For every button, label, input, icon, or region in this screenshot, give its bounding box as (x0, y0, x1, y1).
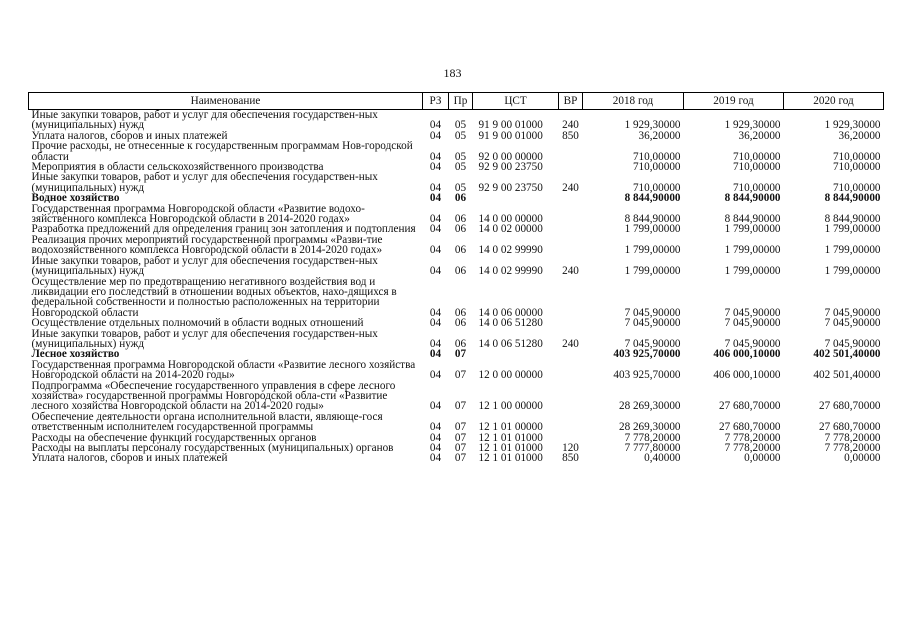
table-row (29, 204, 884, 225)
row-2020-cell: 27 680,70000 (818, 421, 881, 434)
row-2018-cell: 1 799,00000 (624, 223, 681, 236)
row-2020-cell: 7 045,90000 (824, 306, 881, 319)
row-vr-cell (559, 277, 583, 319)
row-vr-cell: 850 (562, 452, 579, 465)
row-2019-cell: 7 778,20000 (724, 442, 781, 454)
row-2018-cell: 7 777,80000 (624, 442, 681, 454)
row-cst-cell: 92 9 00 23750 (478, 181, 543, 194)
row-name-cell: Государственная программа Новгородской области «Развитие лесного хозяйства Новгородской области на 2014-2020 годы» (31, 358, 416, 382)
row-rz-cell: 04 (429, 400, 442, 413)
row-vr-cell (559, 318, 583, 328)
row-vr-cell (559, 412, 583, 433)
table-row (29, 360, 884, 381)
row-pr-cell: 06 (454, 265, 467, 278)
row-name-cell: Иные закупки товаров, работ и услуг для обеспечения государствен-ных (муниципальных) нужд (31, 254, 378, 278)
page-number: 183 (443, 66, 462, 80)
row-vr-cell: 240 (562, 181, 579, 194)
row-2018-cell: 7 045,90000 (624, 317, 681, 330)
row-vr-cell: 240 (562, 119, 579, 132)
row-pr-cell: 06 (454, 317, 467, 330)
row-2020-cell: 36,20000 (838, 129, 881, 142)
row-rz-cell: 04 (429, 213, 442, 226)
row-pr-cell: 07 (454, 400, 467, 413)
table-row (29, 381, 884, 412)
row-vr-cell (559, 141, 583, 162)
row-2019-cell: 710,00000 (732, 161, 781, 174)
row-name-cell: Водное хозяйство (31, 192, 120, 205)
row-2019-cell: 7 045,90000 (724, 317, 781, 330)
table-header-row (29, 93, 884, 110)
row-pr-cell: 06 (454, 223, 467, 236)
row-cst-cell: 14 0 06 51280 (478, 337, 543, 350)
row-cst-cell: 91 9 00 01000 (478, 129, 543, 142)
row-2019-cell: 710,00000 (732, 181, 781, 194)
row-2020-cell: 402 501,40000 (813, 348, 881, 361)
row-2019-cell: 27 680,70000 (718, 421, 781, 434)
table-row (29, 235, 884, 256)
row-name-cell: Обеспечение деятельности органа исполнительной власти, являюще-гося ответственным исполнителем государственной программы (31, 410, 383, 434)
row-name-cell: Расходы на выплаты персоналу государственных (муниципальных) органов (31, 442, 394, 454)
table-row (29, 277, 884, 319)
row-pr-cell: 05 (454, 150, 467, 163)
row-name-cell: Осуществление мер по предотвращению негативного воздействия вод и ликвидации его последствий в отношении водных объектов, нахо-дящихся в федеральной собственности и полностью расположенных на территории Новгородской области (31, 275, 397, 319)
row-name-cell: Лесное хозяйство (31, 348, 120, 361)
row-rz-cell: 04 (429, 348, 442, 361)
row-2018-cell: 8 844,90000 (624, 192, 681, 205)
row-cst-cell: 14 0 06 51280 (478, 317, 543, 330)
row-pr-cell: 06 (454, 306, 467, 319)
row-name-cell: Мероприятия в области сельскохозяйственного производства (31, 161, 324, 174)
table-row (29, 141, 884, 162)
row-2018-cell: 7 045,90000 (624, 337, 681, 350)
row-pr-cell: 06 (454, 192, 467, 205)
budget-table-container (28, 92, 883, 464)
row-name-cell: Расходы на обеспечение функций государственных органов (31, 431, 317, 444)
row-2020-cell: 1 799,00000 (824, 223, 881, 236)
row-vr-cell: 240 (562, 265, 579, 278)
row-2019-cell: 406 000,10000 (713, 348, 781, 361)
row-cst-cell (473, 193, 559, 203)
row-2018-cell: 36,20000 (638, 129, 681, 142)
row-rz-cell: 04 (429, 306, 442, 319)
row-rz-cell: 04 (429, 181, 442, 194)
row-2020-cell: 710,00000 (832, 150, 881, 163)
row-2018-cell: 28 269,30000 (618, 421, 681, 434)
row-name-cell: Уплата налогов, сборов и иных платежей (31, 129, 228, 142)
row-2018-cell: 28 269,30000 (618, 400, 681, 413)
row-2018-cell: 710,00000 (632, 181, 681, 194)
row-2019-cell: 1 799,00000 (724, 244, 781, 257)
row-vr-cell (559, 381, 583, 412)
row-rz-cell: 04 (429, 119, 442, 132)
row-pr-cell: 06 (454, 337, 467, 350)
row-2018-cell: 403 925,70000 (613, 348, 681, 361)
row-cst-cell: 14 0 02 00000 (478, 223, 543, 236)
row-cst-cell: 14 0 00 00000 (478, 213, 543, 226)
row-cst-cell: 14 0 06 00000 (478, 306, 543, 319)
row-vr-cell (559, 224, 583, 234)
row-pr-cell: 07 (454, 348, 467, 361)
row-vr-cell: 240 (562, 337, 579, 350)
row-pr-cell: 05 (454, 129, 467, 142)
row-2020-cell: 7 045,90000 (824, 317, 881, 330)
row-name-cell: Уплата налогов, сборов и иных платежей (31, 452, 228, 465)
header-vr: ВР (559, 93, 583, 110)
row-2019-cell: 36,20000 (738, 129, 781, 142)
row-2020-cell: 1 799,00000 (824, 265, 881, 278)
row-2020-cell: 1 929,30000 (824, 119, 881, 132)
row-pr-cell: 05 (454, 161, 467, 174)
row-rz-cell: 04 (429, 150, 442, 163)
row-pr-cell: 06 (454, 213, 467, 226)
row-2019-cell: 7 778,20000 (724, 431, 781, 444)
row-pr-cell: 07 (454, 442, 467, 454)
row-2020-cell: 27 680,70000 (818, 400, 881, 413)
row-pr-cell: 07 (454, 369, 467, 382)
row-rz-cell: 04 (429, 452, 442, 465)
table-row (29, 172, 884, 193)
row-vr-cell (559, 360, 583, 381)
header-name: Наименование (29, 93, 423, 110)
row-2018-cell: 7 778,20000 (624, 431, 681, 444)
row-name-cell: Реализация прочих мероприятий государственной программы «Разви-тие водохозяйственного комплекса Новгородской области в 2014-2020 годах» (31, 233, 383, 257)
row-rz-cell: 04 (429, 129, 442, 142)
row-2019-cell: 8 844,90000 (724, 192, 781, 205)
row-cst-cell: 92 9 00 23750 (478, 161, 543, 174)
row-vr-cell (559, 349, 583, 359)
row-pr-cell: 07 (454, 452, 467, 465)
row-2020-cell: 1 799,00000 (824, 244, 881, 257)
row-pr-cell: 06 (454, 244, 467, 257)
row-2019-cell: 0,00000 (744, 452, 781, 465)
row-vr-cell (559, 162, 583, 172)
row-2020-cell: 710,00000 (832, 161, 881, 174)
row-rz-cell: 04 (429, 223, 442, 236)
row-cst-cell: 12 1 01 01000 (478, 431, 543, 444)
table-body (29, 110, 884, 464)
row-pr-cell: 07 (454, 431, 467, 444)
row-2019-cell: 7 045,90000 (724, 306, 781, 319)
row-2018-cell: 0,40000 (644, 452, 681, 465)
row-2019-cell: 8 844,90000 (724, 213, 781, 226)
row-rz-cell: 04 (429, 369, 442, 382)
row-2019-cell: 27 680,70000 (718, 400, 781, 413)
row-cst-cell: 12 1 01 01000 (478, 442, 543, 454)
row-rz-cell: 04 (429, 337, 442, 350)
row-vr-cell (559, 204, 583, 225)
header-cst: ЦСТ (473, 93, 559, 110)
row-pr-cell: 05 (454, 119, 467, 132)
header-pr: Пр (449, 93, 473, 110)
row-cst-cell: 14 0 02 99990 (478, 244, 543, 257)
row-2019-cell: 710,00000 (732, 150, 781, 163)
table-row (29, 256, 884, 277)
table-row (29, 110, 884, 131)
row-2018-cell: 7 045,90000 (624, 306, 681, 319)
row-2020-cell: 710,00000 (832, 181, 881, 194)
row-2020-cell: 8 844,90000 (824, 192, 881, 205)
row-rz-cell: 04 (429, 421, 442, 434)
row-name-cell: Иные закупки товаров, работ и услуг для обеспечения государствен-ных (муниципальных) нужд (31, 109, 378, 132)
row-cst-cell: 12 1 01 00000 (478, 421, 543, 434)
row-2020-cell: 0,00000 (844, 452, 881, 465)
row-2020-cell: 7 778,20000 (824, 431, 881, 444)
row-2020-cell: 7 778,20000 (824, 442, 881, 454)
row-vr-cell: 120 (562, 442, 579, 454)
row-2020-cell: 7 045,90000 (824, 337, 881, 350)
budget-table (28, 92, 884, 464)
row-pr-cell: 07 (454, 421, 467, 434)
row-cst-cell: 92 0 00 00000 (478, 150, 543, 163)
row-2018-cell: 710,00000 (632, 150, 681, 163)
row-rz-cell: 04 (429, 161, 442, 174)
row-name-cell: Подпрограмма «Обеспечение государственного управления в сфере лесного хозяйства» государственной программы Новгородской обла-сти «Развитие лесного хозяйства Новгородской области на 2014-2020 годы» (31, 379, 396, 413)
row-cst-cell (473, 349, 559, 359)
table-row (29, 412, 884, 433)
row-2018-cell: 710,00000 (632, 161, 681, 174)
row-vr-cell (559, 193, 583, 203)
header-2018: 2018 год (583, 93, 684, 110)
row-2018-cell: 1 929,30000 (624, 119, 681, 132)
row-cst-cell: 12 1 00 00000 (478, 400, 543, 413)
table-row (29, 318, 884, 328)
row-cst-cell: 12 1 01 01000 (478, 452, 543, 465)
row-pr-cell: 05 (454, 181, 467, 194)
table-row (29, 329, 884, 350)
row-2020-cell: 8 844,90000 (824, 213, 881, 226)
row-2019-cell: 1 799,00000 (724, 223, 781, 236)
row-name-cell: Государственная программа Новгородской области «Развитие водохо-зяйственного комплекса Новгородской области в 2014-2020 годах» (31, 202, 365, 226)
row-cst-cell: 12 0 00 00000 (478, 369, 543, 382)
row-2018-cell: 403 925,70000 (613, 369, 681, 382)
row-name-cell: Разработка предложений для определения границ зон затопления и подтопления (31, 223, 416, 236)
row-rz-cell: 04 (429, 244, 442, 257)
row-name-cell: Осуществление отдельных полномочий в области водных отношений (31, 317, 364, 330)
row-2019-cell: 406 000,10000 (713, 369, 781, 382)
row-vr-cell (559, 235, 583, 256)
row-2018-cell: 1 799,00000 (624, 244, 681, 257)
row-2019-cell: 1 929,30000 (724, 119, 781, 132)
header-rz: РЗ (423, 93, 449, 110)
row-2020-cell: 402 501,40000 (813, 369, 881, 382)
row-cst-cell: 91 9 00 01000 (478, 119, 543, 132)
row-rz-cell: 04 (429, 192, 442, 205)
row-2019-cell: 7 045,90000 (724, 337, 781, 350)
row-rz-cell: 04 (429, 265, 442, 278)
row-rz-cell: 04 (429, 442, 442, 454)
row-name-cell: Иные закупки товаров, работ и услуг для обеспечения государствен-ных (муниципальных) нужд (31, 327, 378, 350)
row-vr-cell: 850 (562, 129, 579, 142)
row-rz-cell: 04 (429, 431, 442, 444)
row-2018-cell: 8 844,90000 (624, 213, 681, 226)
row-2019-cell: 1 799,00000 (724, 265, 781, 278)
row-rz-cell: 04 (429, 317, 442, 330)
header-2019: 2019 год (684, 93, 784, 110)
header-2020: 2020 год (784, 93, 884, 110)
row-cst-cell: 14 0 02 99990 (478, 265, 543, 278)
row-name-cell: Иные закупки товаров, работ и услуг для обеспечения государствен-ных (муниципальных) нужд (31, 171, 378, 194)
table-row (29, 453, 884, 463)
row-name-cell: Прочие расходы, не отнесенные к государственным программам Нов-городской области (31, 140, 413, 163)
row-2018-cell: 1 799,00000 (624, 265, 681, 278)
